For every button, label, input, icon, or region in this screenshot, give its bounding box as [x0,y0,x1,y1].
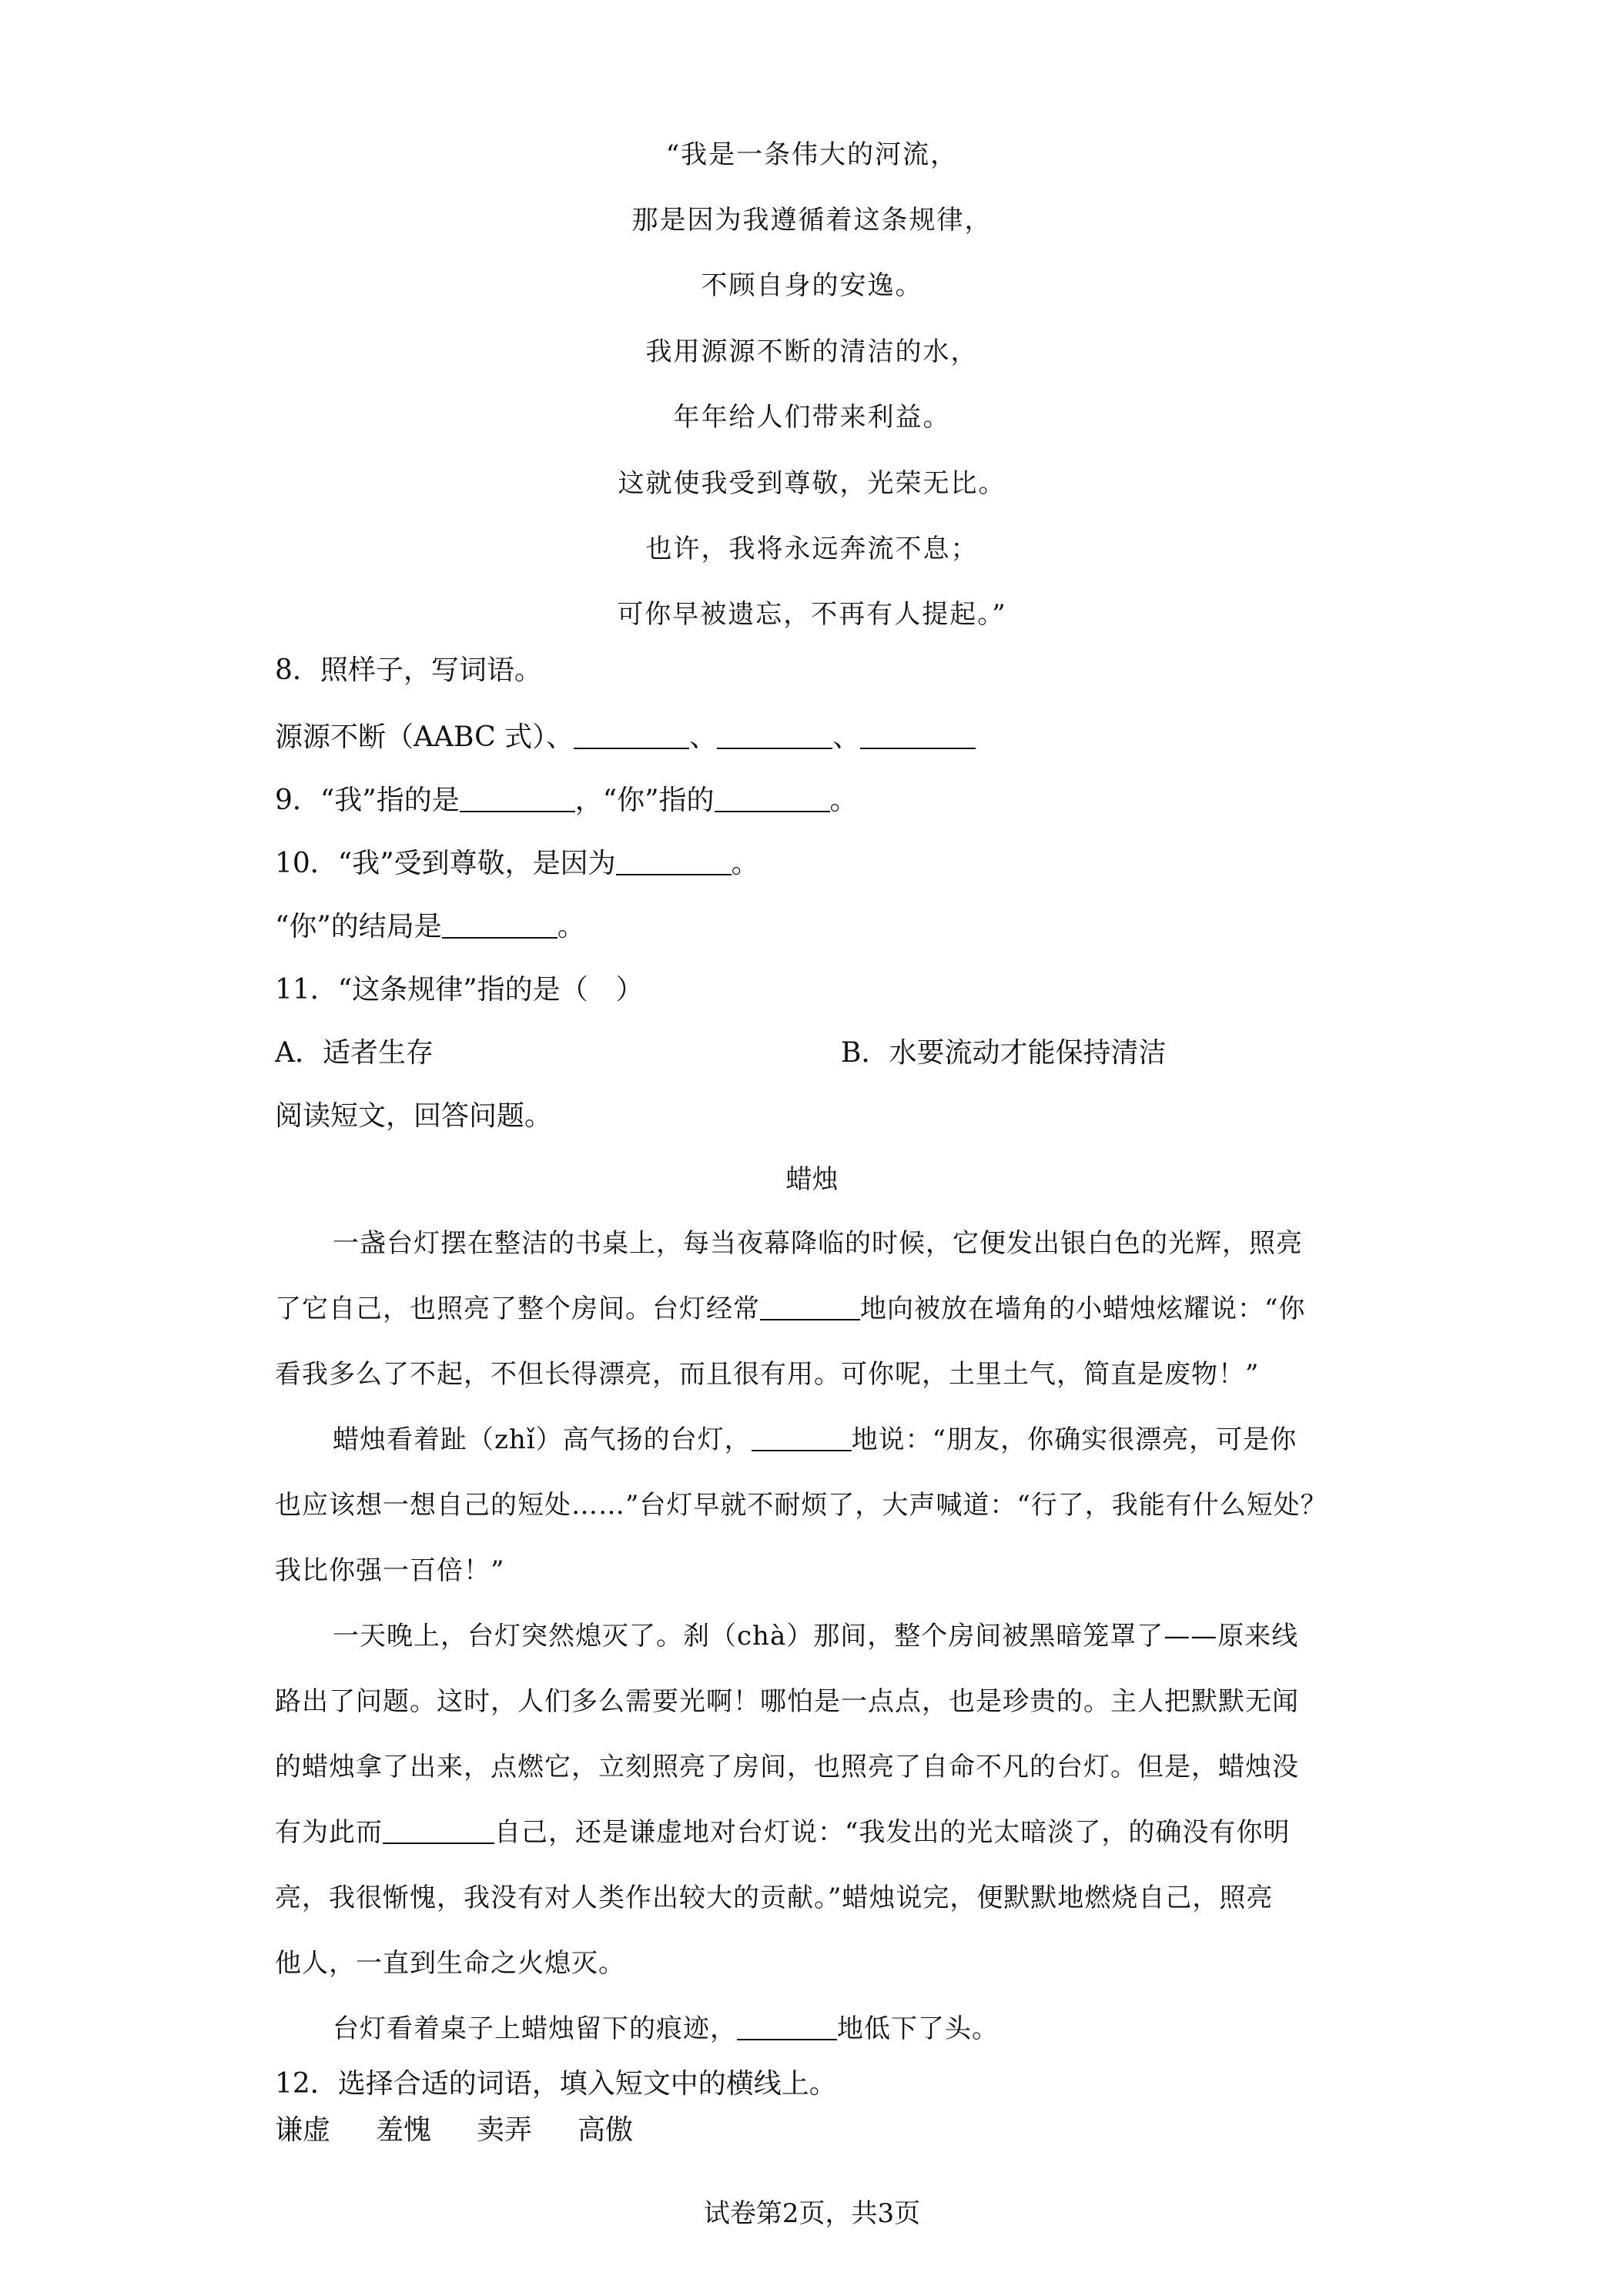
poem-line: 这就使我受到尊敬，光荣无比。 [618,468,1006,499]
question-10-line-2 [275,913,585,941]
poem-line: “我是一条伟大的河流， [665,139,959,170]
story-line: 路出了问题。这时，人们多么需要光啊！哪怕是一点点，也是珍贵的。主人把默默无闻 [275,1686,1299,1717]
question-9-text: ，“你”指的 [574,785,715,816]
word-choice: 羞愧 [376,2114,432,2146]
answer-blank[interactable] [737,2016,837,2040]
question-8-answer-line [275,721,976,753]
question-9-text: 9．“我”指的是 [275,785,460,816]
answer-blank[interactable] [860,725,976,749]
story-line: 蜡烛看着趾（zhǐ）高气扬的台灯， 地说：“朋友，你确实很漂亮，可是你 [333,1424,1298,1455]
option-b[interactable]: B．水要流动才能保持清洁 [841,1037,1167,1069]
question-8-example: 源源不断（AABC 式）、 [275,721,574,753]
story-line: 亮，我很惭愧，我没有对人类作出较大的贡献。”蜡烛说完，便默默地燃烧自己，照亮 [275,1883,1274,1913]
separator: 、 [832,721,861,753]
word-choice: 谦虚 [275,2114,331,2146]
question-9-text: 。 [829,785,858,816]
question-12-stem: 12．选择合适的词语，填入短文中的横线上。 [275,2068,837,2100]
poem-line: 不顾自身的安逸。 [701,270,923,301]
answer-blank[interactable] [383,1819,494,1844]
option-a[interactable]: A．适者生存 [275,1037,434,1069]
story-line: 一盏台灯摆在整洁的书桌上，每当夜幕降临的时候，它便发出银白色的光辉，照亮 [333,1228,1303,1259]
answer-blank[interactable] [760,1296,860,1320]
story-line: 了它自己，也照亮了整个房间。台灯经常 地向被放在墙角的小蜡烛炫耀说：“你 [275,1294,1306,1324]
reading-instruction: 阅读短文，回答问题。 [275,1100,553,1132]
answer-blank[interactable] [442,914,558,939]
question-11-stem: 11．“这条规律”指的是（ ） [275,974,644,1006]
poem-line: 那是因为我遵循着这条规律， [631,205,993,236]
story-line: 一天晚上，台灯突然熄灭了。刹（chà）那间，整个房间被黑暗笼罩了——原来线 [333,1621,1299,1652]
answer-blank[interactable] [574,725,689,749]
story-line: 他人，一直到生命之火熄灭。 [275,1948,625,1979]
question-10-line-1 [275,850,759,878]
question-10-text: “你”的结局是 [275,911,442,942]
story-line: 有为此而 自己，还是谦虚地对台灯说：“我发出的光太暗淡了，的确没有你明 [275,1817,1291,1848]
poem-line: 也许，我将永远奔流不息； [645,534,979,564]
question-8-stem: 8．照样子，写词语。 [275,654,542,686]
answer-blank[interactable] [752,1427,852,1451]
word-choice: 卖弄 [477,2114,533,2146]
answer-blank[interactable] [460,788,575,812]
poem-line: 年年给人们带来利益。 [673,402,951,433]
question-10-text: 。 [557,911,585,942]
poem-line: 可你早被遗忘，不再有人提起。” [617,599,1007,630]
story-title: 蜡烛 [785,1164,839,1195]
answer-blank[interactable] [715,788,830,812]
story-line: 我比你强一百倍！” [275,1555,505,1586]
story-line: 也应该想一想自己的短处……”台灯早就不耐烦了，大声喊道：“行了，我能有什么短处？ [275,1490,1328,1521]
story-line: 看我多么了不起，不但长得漂亮，而且很有用。可你呢，土里土气，简直是废物！” [275,1359,1260,1390]
story-line: 台灯看着桌子上蜡烛留下的痕迹， 地低下了头。 [333,2013,999,2044]
answer-blank[interactable] [616,851,732,875]
page-footer: 试卷第2页，共3页 [703,2198,921,2229]
separator: 、 [689,721,718,753]
word-choice: 高傲 [578,2114,634,2146]
question-9 [275,787,858,815]
question-10-text: 。 [731,848,759,879]
story-line: 的蜡烛拿了出来，点燃它，立刻照亮了房间，也照亮了自命不凡的台灯。但是，蜡烛没 [275,1752,1299,1782]
question-10-text: 10．“我”受到尊敬，是因为 [275,848,616,879]
poem-line: 我用源源不断的清洁的水， [645,336,979,367]
answer-blank[interactable] [717,725,832,749]
